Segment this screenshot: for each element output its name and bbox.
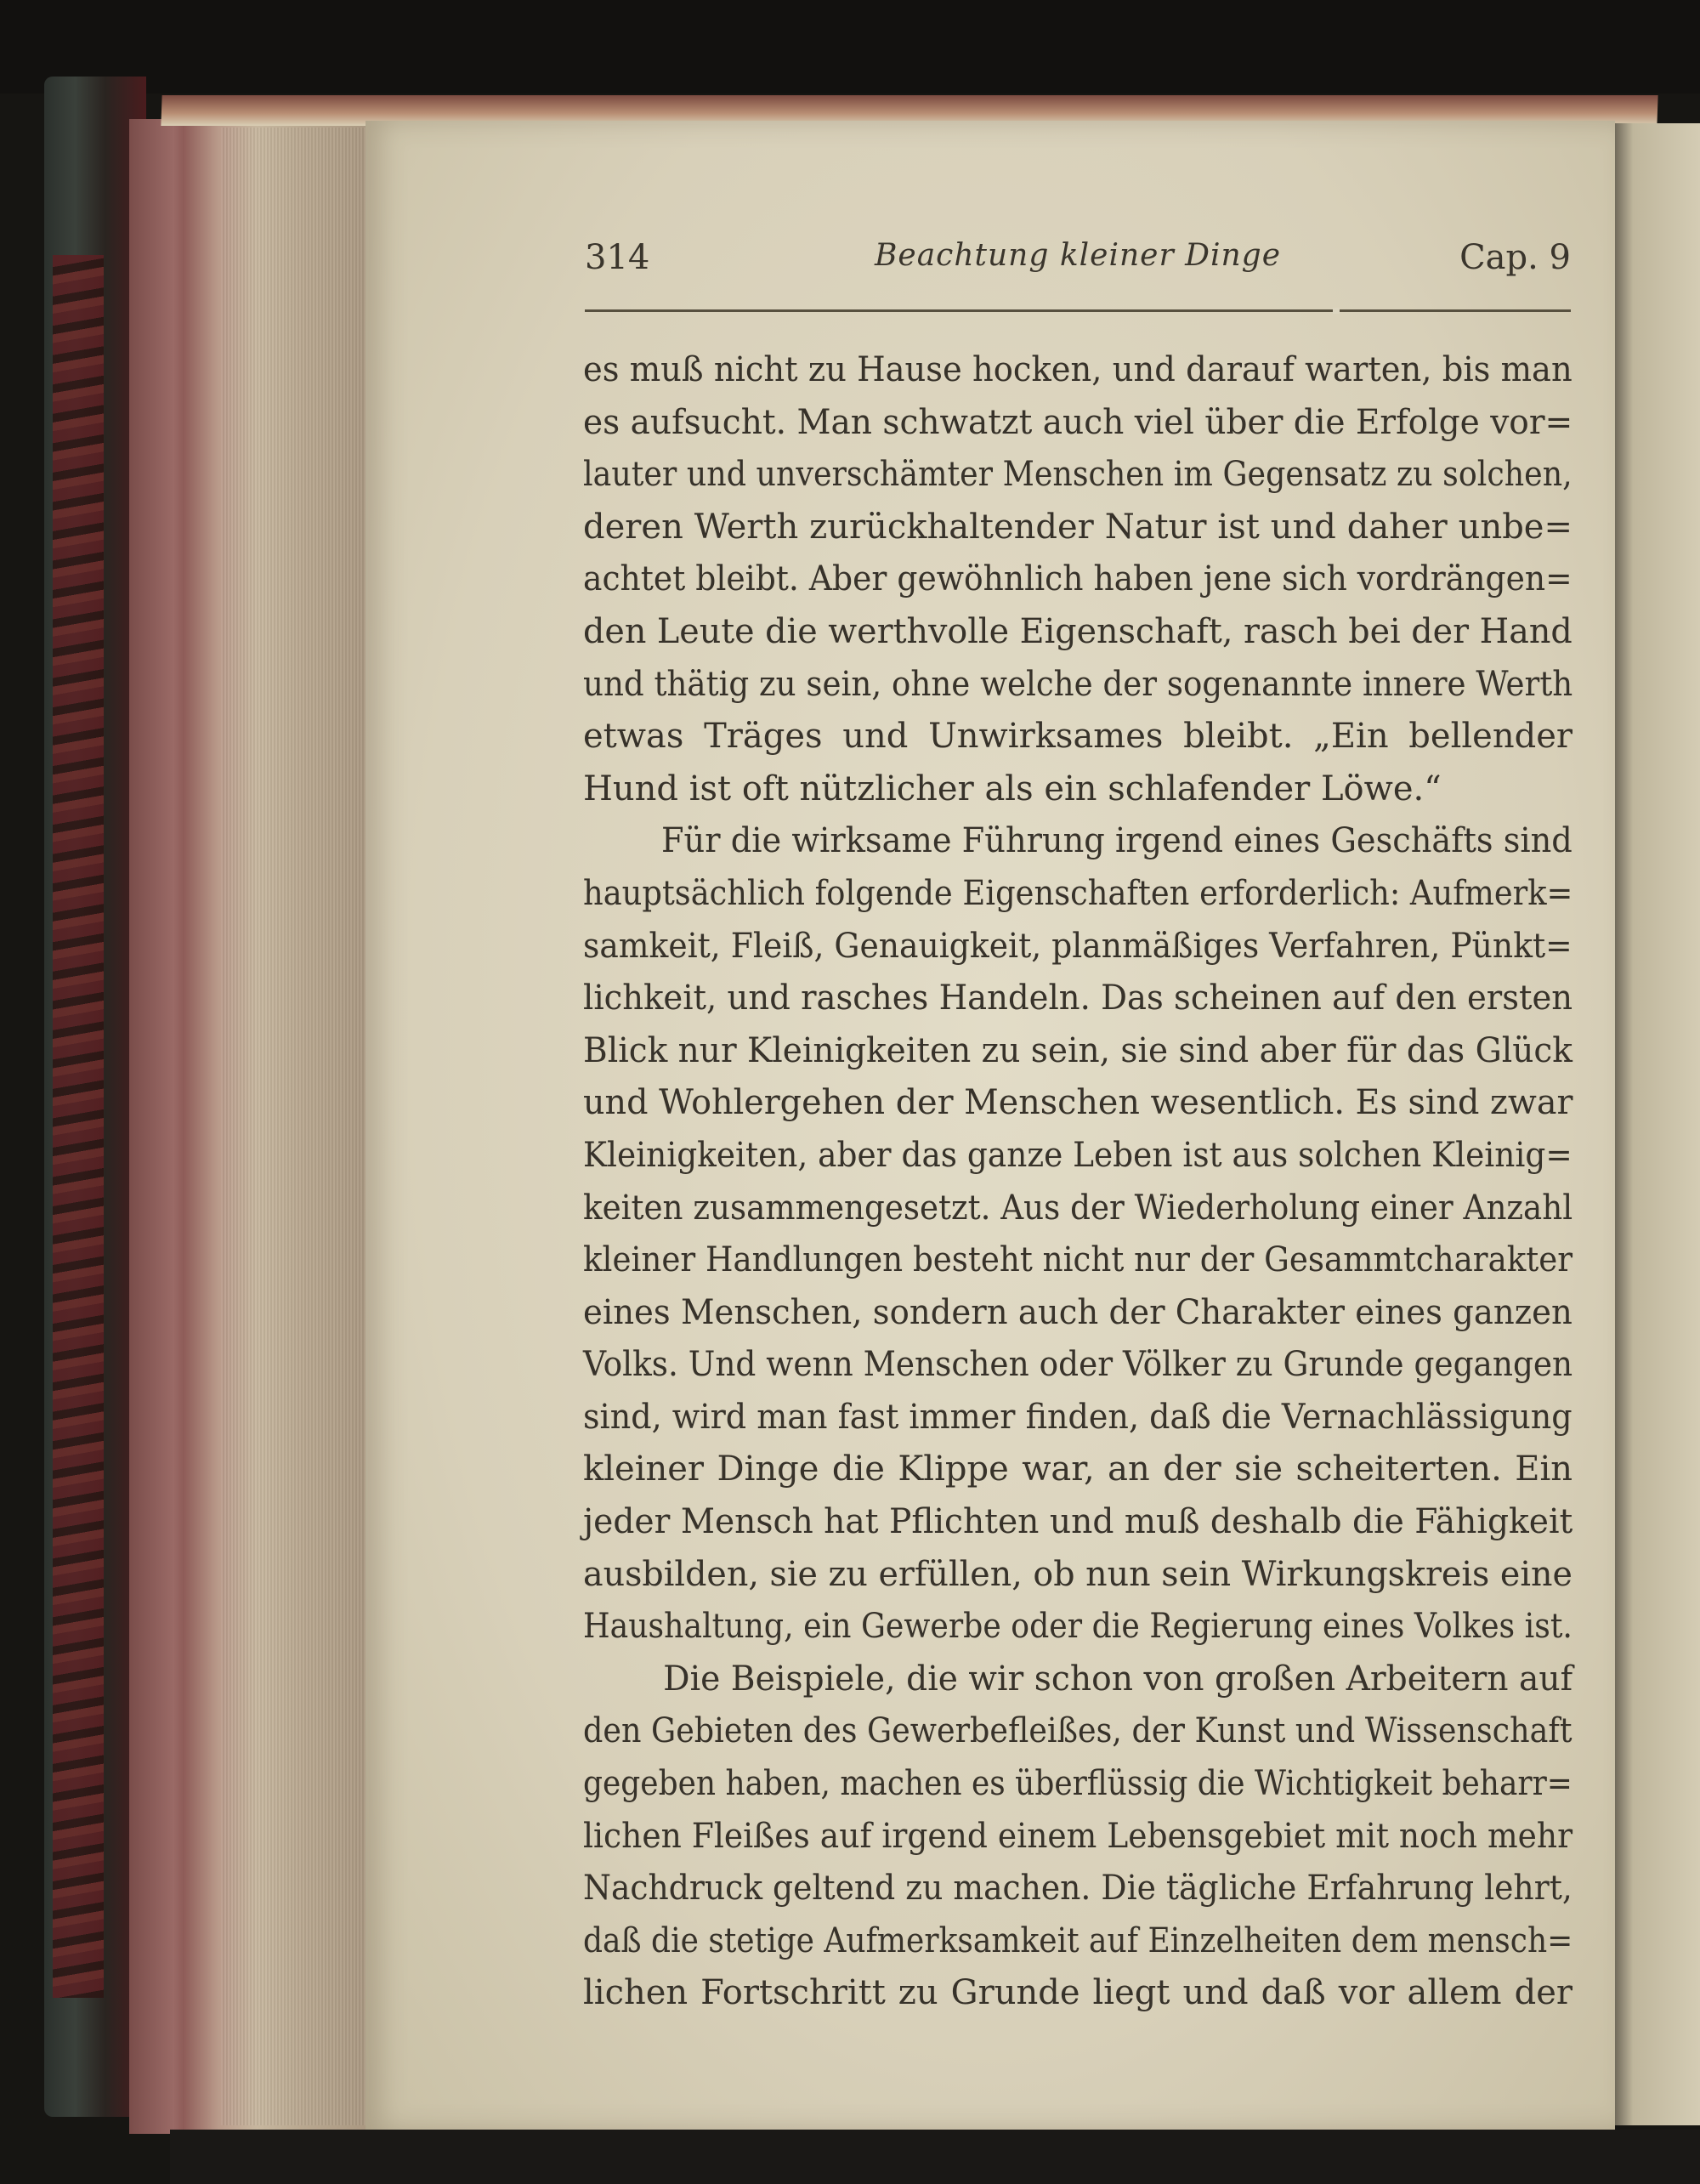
header-rule	[585, 309, 1571, 312]
facing-page-edge	[1611, 123, 1700, 2125]
text-line: Blick nur Kleinigkeiten zu sein, sie sind aber für das Glück	[583, 1030, 1572, 1070]
text-line: etwas Träges und Unwirksames bleibt. „Ein bellender	[583, 717, 1572, 757]
text-line: den Gebieten des Gewerbefleißes, der Kunst und Wissenschaft	[583, 1711, 1572, 1751]
text-line: ausbilden, sie zu erfüllen, ob nun sein Wirkungskreis eine	[583, 1554, 1572, 1594]
text-line: kleiner Handlungen besteht nicht nur der Gesammtcharakter	[583, 1240, 1573, 1280]
page-number: 314	[585, 238, 650, 277]
text-line: lauter und unverschämter Menschen im Gegensatz zu solchen,	[583, 455, 1572, 495]
text-line: es muß nicht zu Hause hocken, und darauf warten, bis man	[583, 350, 1572, 389]
text-line: eines Menschen, sondern auch der Charakter eines ganzen	[583, 1292, 1572, 1332]
body-text	[583, 344, 1572, 2020]
text-line: Volks. Und wenn Menschen oder Völker zu Grunde gegangen	[583, 1345, 1573, 1385]
text-line: deren Werth zurückhaltender Natur ist und daher unbe=	[583, 507, 1572, 547]
text-line: lichen Fortschritt zu Grunde liegt und daß vor allem der	[583, 1973, 1572, 2013]
text-line: den Leute die werthvolle Eigenschaft, rasch bei der Hand	[583, 611, 1572, 651]
text-line: achtet bleibt. Aber gewöhnlich haben jene sich vordrängen=	[583, 559, 1572, 599]
text-line: jeder Mensch hat Pflichten und muß deshalb die Fähigkeit	[583, 1502, 1573, 1542]
running-header	[585, 238, 1571, 289]
text-line: lichkeit, und rasches Handeln. Das scheinen auf den ersten	[583, 979, 1573, 1018]
header-rule-break	[1333, 308, 1340, 314]
chapter-label: Cap. 9	[1459, 238, 1571, 277]
text-line: es aufsucht. Man schwatzt auch viel über die Erfolge vor=	[583, 402, 1573, 442]
text-line: Haushaltung, ein Gewerbe oder die Regierung eines Volkes ist.	[583, 1607, 1572, 1647]
text-line: und Wohlergehen der Menschen wesentlich. Es sind zwar	[583, 1083, 1573, 1123]
text-line: und thätig zu sein, ohne welche der sogenannte innere Werth	[583, 664, 1573, 704]
text-line: sind, wird man fast immer finden, daß die Vernachlässigung	[583, 1397, 1572, 1437]
page-edge-lines	[221, 128, 374, 2125]
text-line: lichen Fleißes auf irgend einem Lebensgebiet mit noch mehr	[583, 1816, 1573, 1856]
text-line: hauptsächlich folgende Eigenschaften erforderlich: Aufmerk=	[583, 873, 1573, 913]
text-line: gegeben haben, machen es überflüssig die Wichtigkeit beharr=	[583, 1764, 1572, 1804]
text-line: Nachdruck geltend zu machen. Die tägliche Erfahrung lehrt,	[583, 1869, 1572, 1909]
bottom-shadow	[170, 2130, 1700, 2184]
backdrop	[0, 0, 1700, 94]
paragraph-first-line: Die Beispiele, die wir schon von großen Arbeitern auf	[663, 1659, 1573, 1699]
text-line: daß die stetige Aufmerksamkeit auf Einzelheiten dem mensch=	[583, 1920, 1573, 1960]
text-line: Kleinigkeiten, aber das ganze Leben ist aus solchen Kleinig=	[583, 1135, 1572, 1175]
text-line: keiten zusammengesetzt. Aus der Wiederholung einer Anzahl	[583, 1188, 1573, 1228]
text-line: Hund ist oft nützlicher als ein schlafender Löwe.“	[583, 769, 1442, 808]
running-title: Beachtung kleiner Dinge	[874, 238, 1282, 273]
marbled-cover-pattern	[53, 255, 104, 1998]
paragraph-first-line: Für die wirksame Führung irgend eines Geschäfts sind	[660, 821, 1572, 861]
text-line: kleiner Dinge die Klippe war, an der sie scheiterten. Ein	[583, 1449, 1572, 1489]
text-line: samkeit, Fleiß, Genauigkeit, planmäßiges Verfahren, Pünkt=	[583, 926, 1572, 966]
